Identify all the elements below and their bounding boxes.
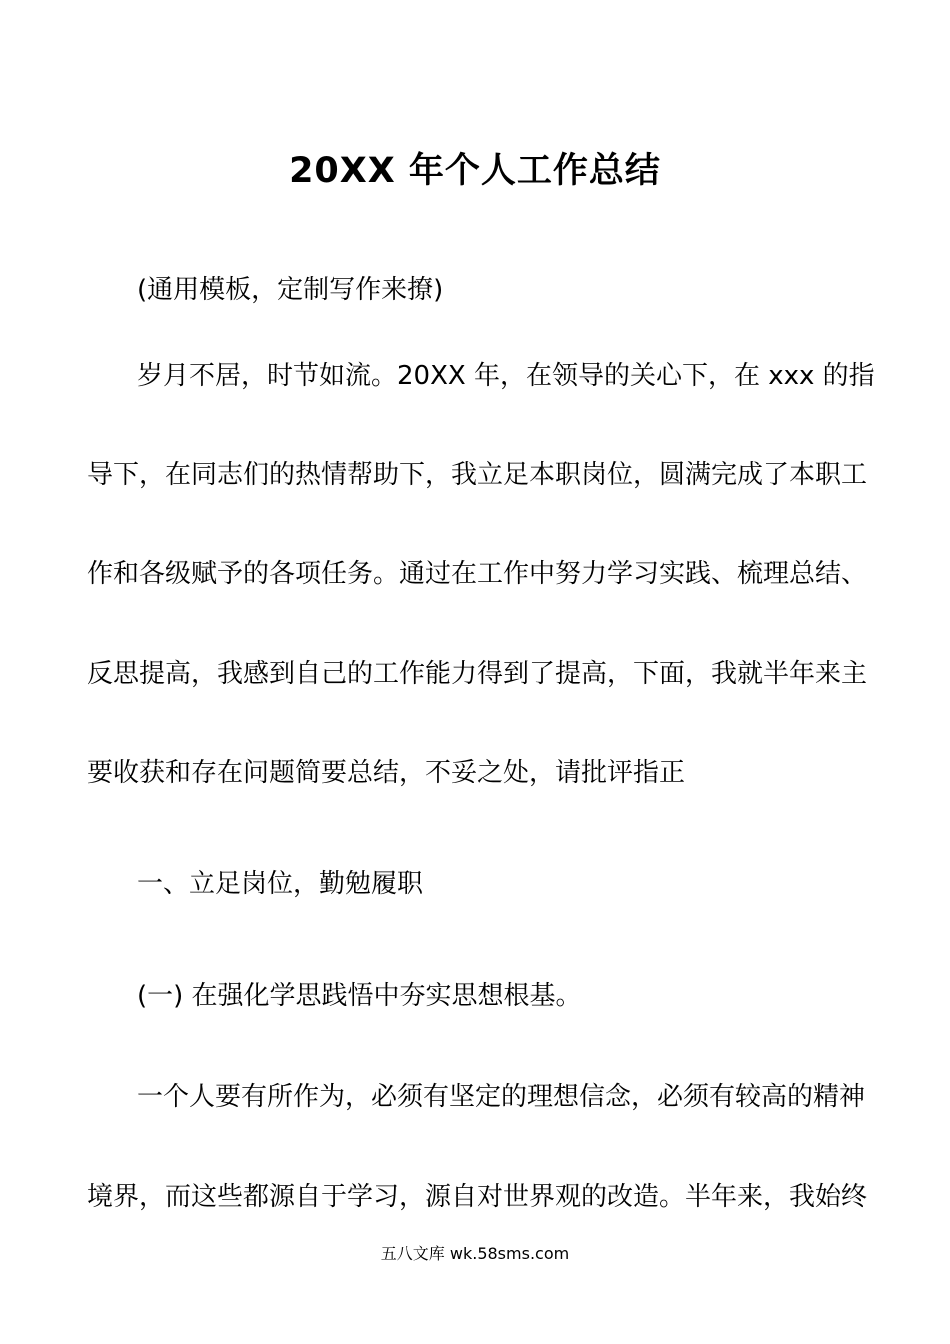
paragraph-line: 反思提高，我感到自己的工作能力得到了提高，下面，我就半年来主 [87, 659, 868, 689]
subsection-heading: (一) 在强化学思践悟中夯实思想根基。 [137, 981, 582, 1011]
paragraph-line: 境界，而这些都源自于学习，源自对世界观的改造。半年来，我始终 [87, 1182, 868, 1212]
paragraph-line: 作和各级赋予的各项任务。通过在工作中努力学习实践、梳理总结、 [87, 559, 868, 589]
footer-watermark: 五八文库 wk.58sms.com [380, 1244, 570, 1263]
document-title: 20XX 年个人工作总结 [289, 151, 661, 191]
paragraph-line: 一个人要有所作为，必须有坚定的理想信念，必须有较高的精神 [137, 1082, 866, 1112]
paragraph-line: 导下，在同志们的热情帮助下，我立足本职岗位，圆满完成了本职工 [87, 460, 868, 490]
document-subtitle: (通用模板，定制写作来撩) [137, 275, 444, 305]
paragraph-line: 要收获和存在问题简要总结，不妥之处，请批评指正 [87, 758, 686, 788]
paragraph-line: 岁月不居，时节如流。20XX 年，在领导的关心下，在 xxx 的指 [137, 361, 875, 391]
section-heading: 一、立足岗位，勤勉履职 [137, 869, 424, 899]
